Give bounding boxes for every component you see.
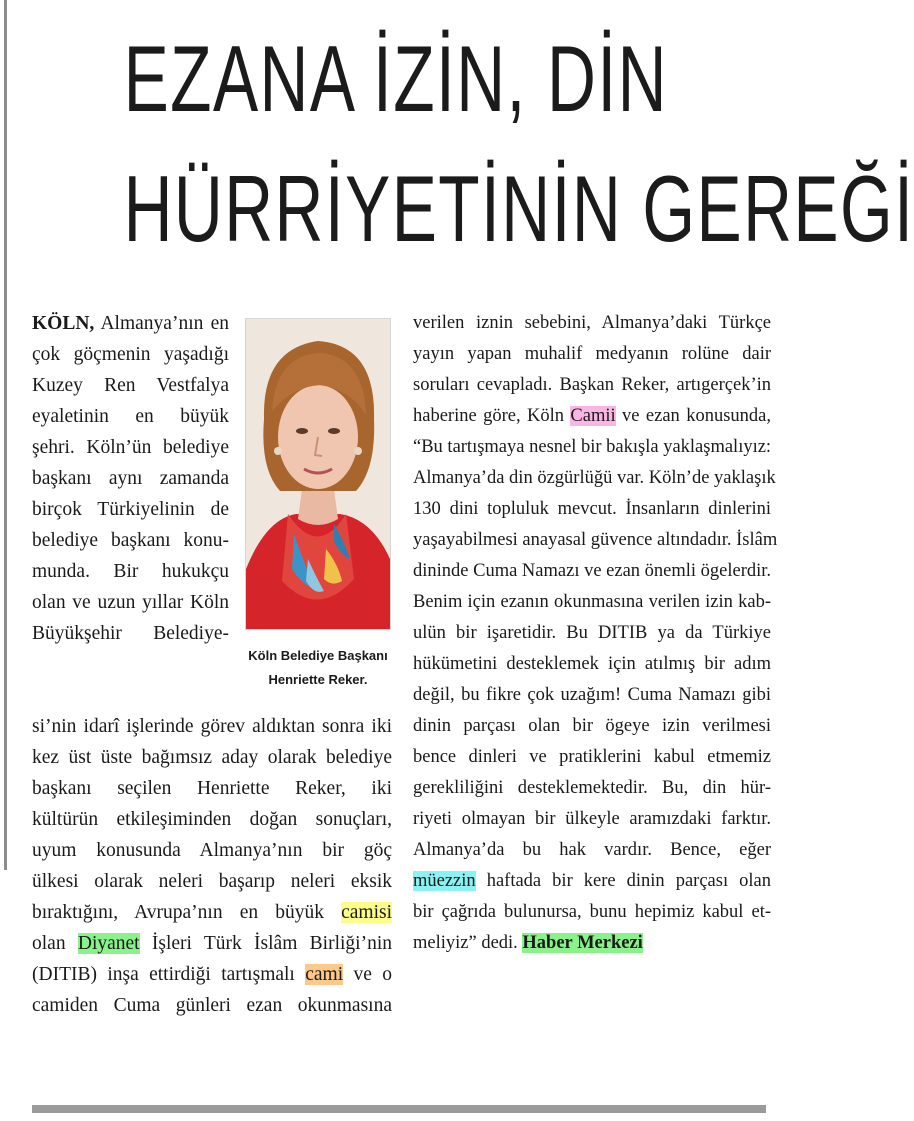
- highlight-cami: cami: [305, 964, 344, 985]
- text-line: munda. Bir hukukçu: [32, 561, 229, 582]
- text-line: (DITIB) inşa ettirdiği tartışmalı cami ve o: [32, 964, 392, 985]
- text-line: müezzin haftada bir kere dinin parçası olan: [413, 871, 771, 891]
- highlight-muezzin: müezzin: [413, 871, 476, 891]
- text-line: belediye başkanı konu-: [32, 530, 229, 551]
- text-line: si’nin idarî işlerinde görev aldıktan sonra iki: [32, 716, 392, 737]
- text-line: meliyiz” dedi. Haber Merkezi: [413, 933, 643, 953]
- article-right-column: [413, 308, 778, 959]
- article-left-column-top: [32, 308, 229, 649]
- portrait-image: [246, 319, 390, 629]
- headline-line-1: EZANA İZİN, DİN: [123, 26, 668, 131]
- text-line: kez üst üste bağımsız aday olarak belediye: [32, 747, 392, 768]
- text-line: çok göçmenin yaşadığı: [32, 344, 229, 365]
- text-line: bence dinleri ve pratiklerini kabul etmemiz: [413, 747, 771, 767]
- text-line: riyeti olmayan bir ülkeyle aramızdaki farktır.: [413, 809, 771, 829]
- text-line: bıraktığını, Avrupa’nın en büyük camisi: [32, 902, 392, 923]
- text-line: dininde Cuma Namazı ve ezan önemli ögelerdir.: [413, 561, 772, 581]
- text-line: haberine göre, Köln Camii ve ezan konusunda,: [413, 406, 771, 426]
- portrait-photo: [245, 318, 391, 630]
- text-line: değil, bu fikre çok uzağım! Cuma Namazı gibi: [413, 685, 771, 705]
- text-line: Almanya’da bu hak vardır. Bence, eğer: [413, 840, 771, 860]
- caption-line-2: Henriette Reker.: [268, 672, 368, 687]
- text-line: birçok Türkiyelinin de: [32, 499, 229, 520]
- text-line: hükümetini desteklemek için atılmış bir adım: [413, 654, 771, 674]
- byline-haber-merkezi: Haber Merkezi: [522, 933, 643, 953]
- text-line: dinin parçası olan bir ögeye izin verilmesi: [413, 716, 771, 736]
- text-line: gerekliliğini desteklemektedir. Bu, din hür-: [413, 778, 771, 798]
- text-line: kültürün etkileşiminden doğan sonuçları,: [32, 809, 392, 830]
- text-line: “Bu tartışmaya nesnel bir bakışla yaklaşmalıyız:: [413, 437, 772, 457]
- text-line: Benim için ezanın okunmasına verilen izin kab-: [413, 592, 771, 612]
- text-line: başkanı seçilen Henriette Reker, iki: [32, 778, 392, 799]
- text-line: Almanya’da din özgürlüğü var. Köln’de yaklaşık: [413, 468, 776, 488]
- text-line: başkanı aynı zamanda: [32, 468, 229, 489]
- text-line: eyaletinin en büyük: [32, 406, 229, 427]
- text-line: soruları cevapladı. Başkan Reker, artıgerçek’in: [413, 375, 771, 395]
- text-line: yaşayabilmesi anayasal güvence altındadır. İslâm: [413, 530, 778, 550]
- text-line: olan Diyanet İşleri Türk İslâm Birliği’nin: [32, 933, 392, 954]
- text-line: ulün bir işaretidir. Bu DITIB ya da Türkiye: [413, 623, 771, 643]
- text-line: şehri. Köln’ün belediye: [32, 437, 229, 458]
- left-column-rule: [4, 0, 7, 870]
- article-left-column-bottom: [32, 711, 392, 1021]
- photo-caption: [240, 644, 396, 692]
- highlight-diyanet: Diyanet: [77, 933, 140, 954]
- text-line: yayın yapan muhalif medyanın rolüne dair: [413, 344, 771, 364]
- text-line: ülkesi olarak neleri başarıp neleri eksik: [32, 871, 392, 892]
- text-line: KÖLN, Almanya’nın en: [32, 313, 229, 334]
- highlight-camii: Camii: [570, 406, 616, 426]
- caption-line-1: Köln Belediye Başkanı: [248, 648, 388, 663]
- text-line: Kuzey Ren Vestfalya: [32, 375, 229, 396]
- text-line: bir çağrıda bulunursa, bunu hepimiz kabul et-: [413, 902, 771, 922]
- text-line: olan ve uzun yıllar Köln: [32, 592, 229, 613]
- text-line: uyum konusunda Almanya’nın bir göç: [32, 840, 392, 861]
- headline-line-2: HÜRRİYETİNİN GEREĞİ: [123, 156, 914, 261]
- text-line: 130 dini topluluk mevcut. İnsanların dinlerini: [413, 499, 771, 519]
- text-line: camiden Cuma günleri ezan okunmasına: [32, 995, 392, 1016]
- text-line: verilen iznin sebebini, Almanya’daki Türkçe: [413, 313, 771, 333]
- text-line: Büyükşehir Belediye-: [32, 623, 229, 644]
- dateline: KÖLN,: [32, 313, 95, 334]
- highlight-camisi: camisi: [341, 902, 392, 923]
- bottom-rule: [32, 1105, 766, 1113]
- headline: [123, 14, 914, 274]
